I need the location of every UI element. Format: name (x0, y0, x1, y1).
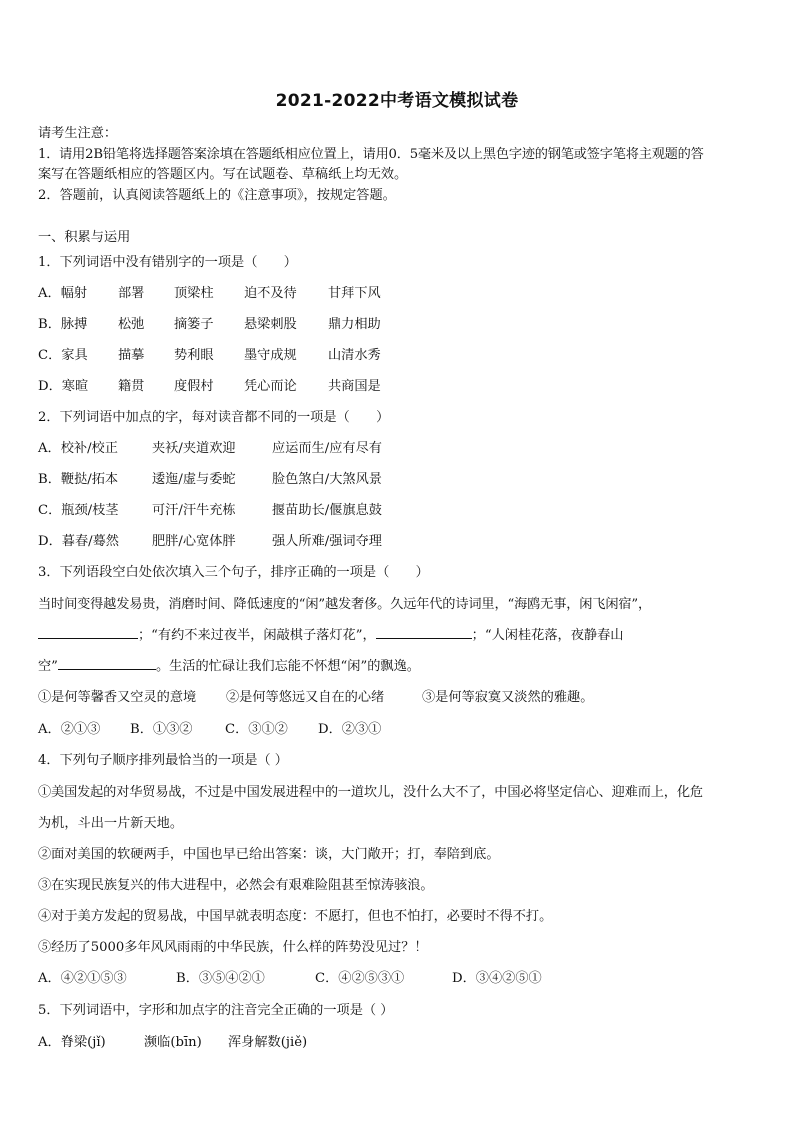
notice-line-2: 2．答题前，认真阅读答题纸上的《注意事项》，按规定答题。 (38, 188, 396, 203)
q4-sentence-1a: ①美国发起的对华贸易战，不过是中国发展进程中的一道坎儿，没什么大不了，中国必将坚定信心、迎难而上，化危 (38, 785, 703, 800)
fill-blank-3[interactable] (58, 657, 156, 670)
q3-stem: 3．下列语段空白处依次填入三个句子，排序正确的一项是（ ） (38, 565, 429, 580)
q5-stem: 5．下列词语中，字形和加点字的注音完全正确的一项是（ ） (38, 1003, 394, 1018)
fill-blank-2[interactable] (376, 626, 472, 639)
q3-option-b: B．①③② (130, 722, 193, 737)
q3-option-c: C．③①② (225, 722, 288, 737)
q3-item-3: ③是何等寂寞又淡然的雅趣。 (422, 690, 594, 705)
notice-heading: 请考生注意： (38, 126, 118, 141)
q4-sentence-4: ④对于美方发起的贸易战，中国早就表明态度：不愿打，但也不怕打，必要时不得不打。 (38, 909, 553, 924)
q3-option-d: D．②③① (318, 722, 382, 737)
q4-sentence-2: ②面对美国的软硬两手，中国也早已给出答案：谈，大门敞开；打，奉陪到底。 (38, 847, 500, 862)
q4-option-a: A．④②①⑤③ (38, 971, 127, 986)
section-heading: 一、积累与运用 (38, 230, 131, 245)
notice-line-1b: 案写在答题纸相应的答题区内。写在试题卷、草稿纸上均无效。 (38, 167, 408, 182)
q4-option-b: B．③⑤④②① (176, 971, 265, 986)
q3-passage-line-2: ；“有约不来过夜半，闲敲棋子落灯花”， ；“人闲桂花落，夜静春山 (38, 624, 623, 643)
q4-sentence-5: ⑤经历了5000多年风风雨雨的中华民族，什么样的阵势没见过？！ (38, 940, 428, 955)
q4-option-c: C．④②⑤③① (315, 971, 405, 986)
q4-stem: 4．下列句子顺序排列最恰当的一项是（ ） (38, 753, 288, 768)
q3-option-a: A．②①③ (38, 722, 101, 737)
fill-blank-1[interactable] (38, 626, 138, 639)
q4-sentence-1b: 为机，斗出一片新天地。 (38, 816, 184, 831)
q3-passage-line-3: 空” 。生活的忙碌让我们忘能不怀想“闲”的飘逸。 (38, 659, 420, 674)
q2-stem: 2．下列词语中加点的字，每对读音都不同的一项是（ ） (38, 410, 390, 425)
q3-passage-line-1: 当时间变得越发易贵，消磨时间、降低速度的“闲”越发奢侈。久远年代的诗词里，“海鸥无事，闲飞闲宿”， (38, 597, 652, 612)
notice-line-1a: 1．请用2B铅笔将选择题答案涂填在答题纸相应位置上，请用0．5毫米及以上黑色字迹的钢笔或签字笔将主观题的答 (38, 147, 704, 162)
q1-stem: 1．下列词语中没有错别字的一项是（ ） (38, 255, 297, 270)
q4-option-d: D．③④②⑤① (452, 971, 542, 986)
q3-item-1: ①是何等馨香又空灵的意境 (38, 690, 197, 705)
q3-item-2: ②是何等悠远又自在的心绪 (226, 690, 385, 705)
q4-sentence-3: ③在实现民族复兴的伟大进程中，必然会有艰难险阻甚至惊涛骇浪。 (38, 878, 434, 893)
exam-title: 2021-2022中考语文模拟试卷 (275, 91, 519, 111)
